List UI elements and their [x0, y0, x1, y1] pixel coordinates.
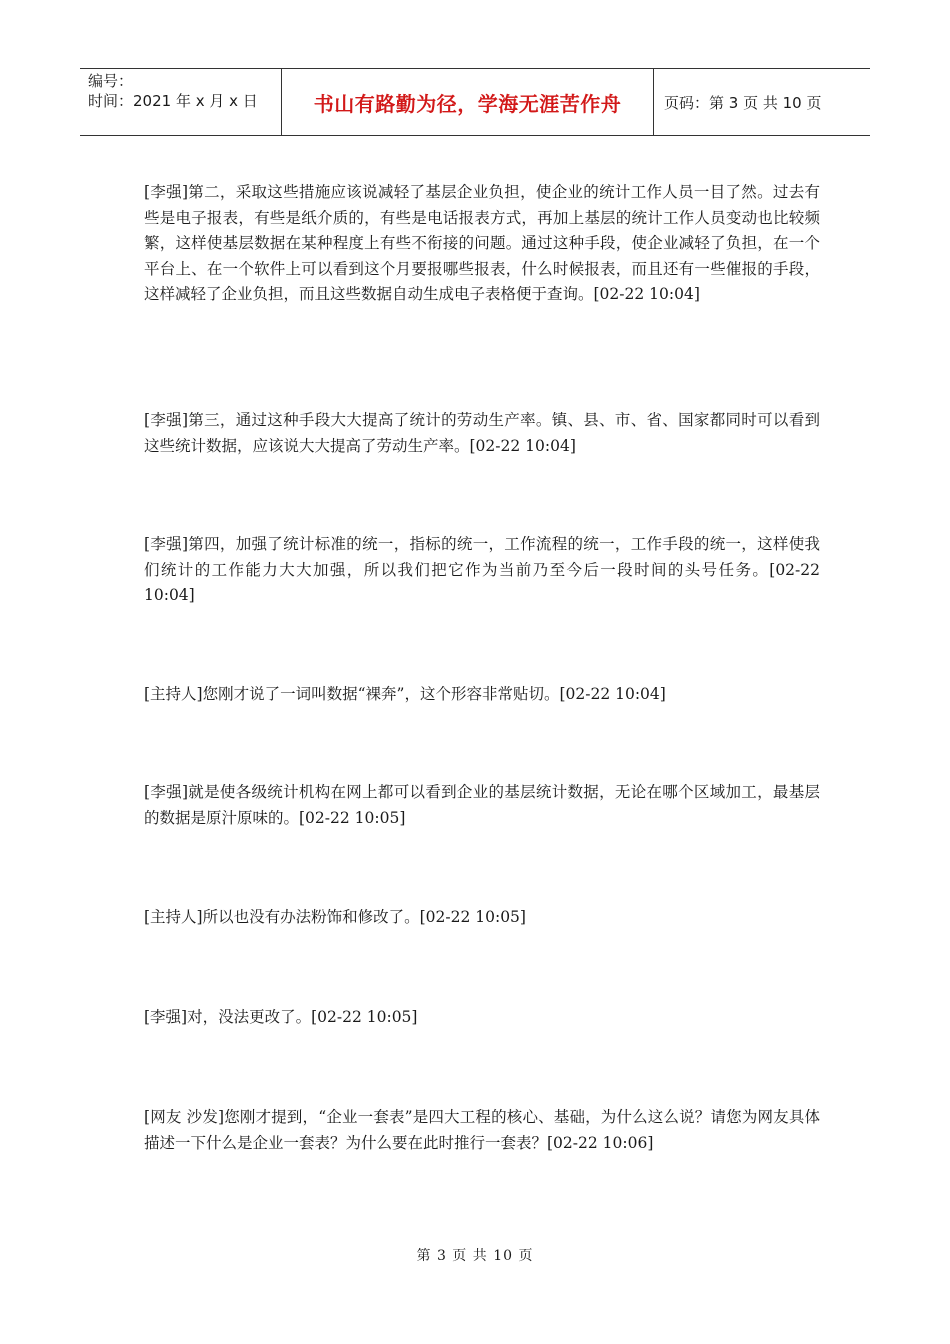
paragraph-5: [李强]就是使各级统计机构在网上都可以看到企业的基层统计数据，无论在哪个区域加工，最基层的数据是原汁原味的。[02-22 10:05] [144, 783, 820, 827]
paragraph-6: [主持人]所以也没有办法粉饰和修改了。[02-22 10:05] [144, 908, 526, 926]
header-motto: 书山有路勤为径，学海无涯苦作舟 [282, 69, 654, 135]
header-meta [80, 69, 282, 135]
header-page-label: 页码：第 3 页 共 10 页 [664, 93, 822, 112]
page-header [80, 68, 870, 136]
paragraph-8: [网友 沙发]您刚才提到，“企业一套表”是四大工程的核心、基础，为什么这么说？请您为网友具体描述一下什么是企业一套表？为什么要在此时推行一套表？[02-22 10:06] [144, 1108, 820, 1152]
document-number-label: 编号： [88, 72, 134, 90]
paragraph-7: [李强]对，没法更改了。[02-22 10:05] [144, 1008, 418, 1026]
paragraph-3: [李强]第四，加强了统计标准的统一，指标的统一，工作流程的统一，工作手段的统一，这样使我们统计的工作能力大大加强，所以我们把它作为当前乃至今后一段时间的头号任务。[02-22 10:04] [144, 535, 820, 604]
document-time-label: 时间：2021 年 x 月 x 日 [88, 92, 258, 110]
paragraph-4: [主持人]您刚才说了一词叫数据“裸奔”，这个形容非常贴切。[02-22 10:04] [144, 685, 666, 703]
paragraph-2: [李强]第三，通过这种手段大大提高了统计的劳动生产率。镇、县、市、省、国家都同时可以看到这些统计数据，应该说大大提高了劳动生产率。[02-22 10:04] [144, 411, 820, 455]
page-footer: 第 3 页 共 10 页 [416, 1248, 534, 1264]
paragraph-1: [李强]第二，采取这些措施应该说减轻了基层企业负担，使企业的统计工作人员一目了然。过去有些是电子报表，有些是纸介质的，有些是电话报表方式，再加上基层的统计工作人员变动也比较频繁，这样使基层数据在某种程度上有些不衔接的问题。通过这种手段，使企业减轻了负担，在一个平台上、在一个软件上可以看到这个月要报哪些报表，什么时候报表，而且还有一些催报的手段，这样减轻了企业负担，而且这些数据自动生成电子表格便于查询。[02-22 10:04] [144, 183, 820, 303]
